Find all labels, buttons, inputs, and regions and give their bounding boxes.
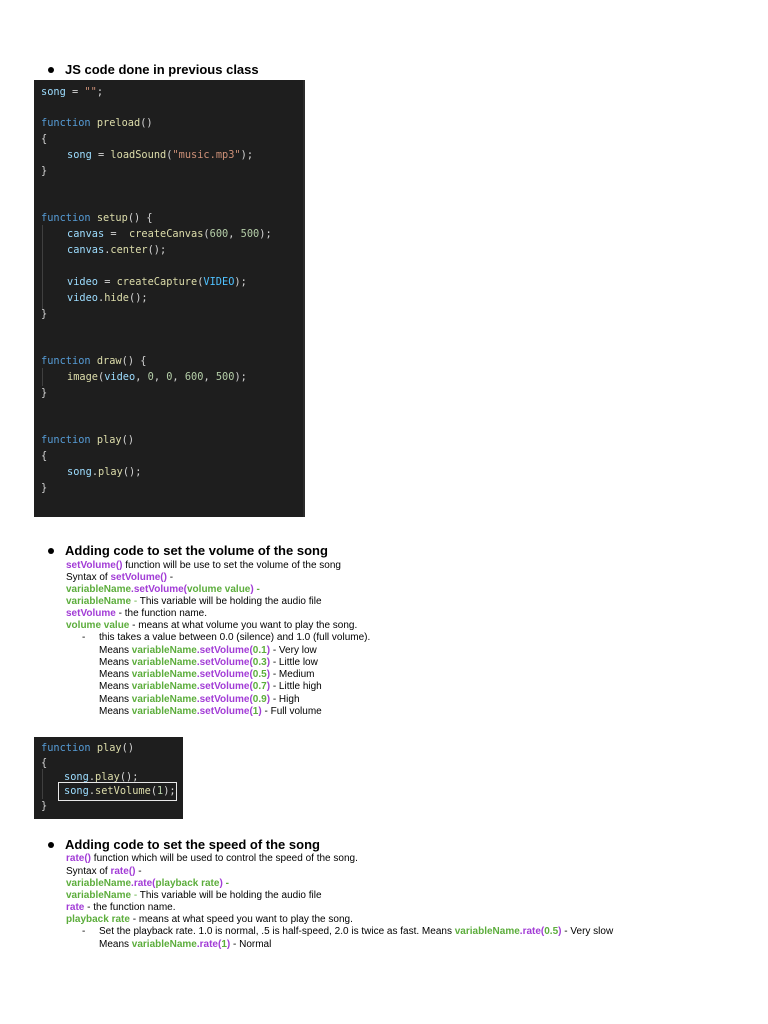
code-token: song — [64, 771, 89, 783]
text-span: variableName — [454, 926, 520, 937]
code-token: 600 — [209, 228, 229, 240]
text-line — [66, 866, 142, 879]
code-token: (); — [129, 292, 148, 304]
indent-guide — [42, 769, 43, 799]
text-line — [66, 584, 260, 597]
text-span: This variable will be holding the audio file — [139, 890, 322, 901]
code-token: , — [228, 228, 241, 240]
text-span: setVolume( — [199, 657, 253, 668]
text-span: . — [196, 669, 200, 680]
code-line — [41, 117, 153, 129]
code-token: { — [41, 450, 48, 462]
text-span: volume value — [187, 584, 251, 595]
code-token: VIDEO — [203, 276, 235, 288]
code-token: setup — [96, 212, 128, 224]
code-token: play — [95, 771, 120, 783]
code-line — [67, 276, 247, 288]
code-token: ( — [166, 149, 173, 161]
code-token: ); — [259, 228, 272, 240]
text-span: rate() — [66, 853, 92, 864]
text-span: rate( — [522, 926, 545, 937]
code-token: (); — [122, 466, 142, 478]
code-token: function — [41, 212, 91, 224]
list-item — [99, 681, 322, 694]
code-token: ); — [240, 149, 254, 161]
text-span: 0.1 — [252, 645, 267, 656]
code-line — [67, 244, 166, 256]
text-span: variableName — [66, 584, 132, 595]
code-token: 500 — [240, 228, 260, 240]
code-line — [67, 371, 247, 383]
code-token: ); — [234, 371, 247, 383]
code-line — [41, 434, 134, 446]
text-span: rate( — [199, 939, 222, 950]
text-span: . — [131, 878, 134, 889]
heading-text: Adding code to set the speed of the song — [65, 837, 320, 852]
code-token: } — [41, 800, 48, 812]
code-line — [41, 387, 47, 399]
code-token: play — [96, 742, 122, 754]
section-heading — [48, 837, 320, 852]
code-token: . — [91, 466, 99, 478]
text-span: Means — [99, 645, 132, 656]
code-token: setVolume — [95, 785, 151, 797]
code-token: song — [67, 466, 92, 478]
list-item — [99, 694, 300, 707]
text-line — [66, 596, 322, 609]
text-span: setVolume( — [199, 645, 253, 656]
text-span: - the function name. — [115, 608, 208, 619]
code-token: song — [64, 785, 89, 797]
text-span: variableName — [131, 694, 197, 705]
text-span: - Normal — [230, 939, 272, 950]
indent-guide — [42, 368, 43, 386]
text-span: Syntax of — [66, 572, 111, 583]
code-line — [67, 228, 272, 240]
code-token: { — [41, 757, 48, 769]
text-span: setVolume( — [199, 694, 253, 705]
text-span: ) — [266, 669, 271, 680]
code-token: 0 — [147, 371, 154, 383]
text-span: - High — [270, 694, 300, 705]
text-line — [99, 926, 613, 939]
text-span: Means — [99, 657, 132, 668]
code-token: . — [98, 292, 105, 304]
list-item — [99, 657, 318, 670]
text-span: - means at what volume you want to play the song. — [129, 620, 358, 631]
code-token: play — [96, 434, 122, 446]
text-line — [66, 878, 229, 891]
text-line — [66, 560, 341, 573]
text-line — [99, 939, 271, 952]
code-token: "" — [84, 86, 97, 98]
text-span: . — [196, 645, 200, 656]
code-token: (); — [147, 244, 167, 256]
code-token: 500 — [215, 371, 235, 383]
code-line — [41, 355, 146, 367]
section-heading — [48, 543, 328, 558]
list-dash: - — [82, 632, 86, 643]
list-item — [99, 706, 322, 719]
code-line — [41, 742, 134, 754]
text-span: variableName — [131, 669, 197, 680]
text-span: 0.9 — [252, 694, 267, 705]
code-line — [41, 800, 47, 812]
text-span: . — [196, 694, 200, 705]
code-token: = — [98, 276, 117, 288]
code-token: 600 — [184, 371, 204, 383]
text-span: rate() — [110, 866, 136, 877]
code-token: canvas — [67, 228, 105, 240]
text-span: rate — [66, 902, 85, 913]
text-span: . — [196, 657, 200, 668]
text-span: variableName — [66, 596, 132, 607]
code-token: play — [98, 466, 123, 478]
text-span: - means at what speed you want to play the song. — [129, 914, 353, 925]
text-span: Set the playback rate. 1.0 is normal, .5 is half-speed, 2.0 is twice as fast. Means — [99, 926, 455, 937]
text-span: Means — [99, 939, 132, 950]
text-span: variableName — [131, 939, 197, 950]
code-token: ; — [96, 86, 104, 98]
text-span: volume value — [66, 620, 130, 631]
text-span: - — [135, 866, 142, 877]
code-token: center — [110, 244, 148, 256]
code-token: , — [172, 371, 185, 383]
code-token: function — [41, 355, 91, 367]
text-line — [66, 620, 357, 633]
text-span: 0.5 — [544, 926, 559, 937]
code-block-set-volume — [34, 737, 183, 819]
code-token: ( — [98, 371, 105, 383]
code-token: } — [41, 387, 48, 399]
code-block-previous-class — [34, 80, 305, 517]
text-span: setVolume() — [110, 572, 167, 583]
code-token: } — [41, 308, 48, 320]
text-span: ) — [266, 681, 271, 692]
code-line — [41, 133, 47, 145]
text-span: 0.7 — [252, 681, 267, 692]
list-item — [99, 645, 317, 658]
bullet-icon — [48, 842, 54, 848]
section-heading — [48, 62, 259, 77]
text-span: variableName — [66, 890, 132, 901]
text-span: Syntax of — [66, 866, 111, 877]
text-line — [66, 608, 207, 621]
code-token: 0 — [166, 371, 173, 383]
code-token: () — [140, 117, 153, 129]
code-token: draw — [96, 355, 122, 367]
code-token: , — [135, 371, 148, 383]
code-line — [67, 149, 253, 161]
heading-text: JS code done in previous class — [65, 62, 259, 77]
code-token: = — [104, 228, 130, 240]
code-token: preload — [96, 117, 141, 129]
text-span: - Medium — [270, 669, 315, 680]
list-dash: - — [82, 926, 86, 937]
text-span: This variable will be holding the audio file — [139, 596, 322, 607]
text-span: playback rate — [66, 914, 130, 925]
code-token: , — [203, 371, 216, 383]
code-token: image — [67, 371, 98, 383]
text-span: setVolume — [66, 608, 116, 619]
code-line — [41, 212, 153, 224]
text-span: variableName — [131, 657, 197, 668]
code-line — [41, 308, 47, 320]
text-span: 1 — [221, 939, 227, 950]
code-token: ( — [150, 785, 158, 797]
code-token: video — [104, 371, 136, 383]
heading-text: Adding code to set the volume of the song — [65, 543, 328, 558]
text-span: - — [131, 596, 140, 607]
text-line — [66, 902, 176, 915]
text-span: Means — [99, 681, 132, 692]
code-token: = — [91, 149, 111, 161]
text-span: - the function name. — [84, 902, 176, 913]
text-span: . — [196, 681, 200, 692]
text-span: rate( — [133, 878, 156, 889]
text-span: function which will be used to control the speed of the song. — [91, 853, 358, 864]
code-token: ( — [197, 276, 204, 288]
text-span: - Very slow — [561, 926, 614, 937]
text-span: setVolume( — [199, 669, 253, 680]
text-span: . — [196, 706, 200, 717]
code-token: = — [65, 86, 85, 98]
text-span: - — [222, 878, 229, 889]
text-span: playback rate — [155, 878, 220, 889]
indent-guide — [42, 225, 43, 310]
code-token: . — [104, 244, 111, 256]
text-span: ) — [250, 584, 254, 595]
code-token: function — [41, 742, 91, 754]
code-token: () { — [121, 355, 147, 367]
text-span: setVolume( — [133, 584, 187, 595]
text-span: . — [519, 926, 523, 937]
text-line: this takes a value between 0.0 (silence) and 1.0 (full volume). — [99, 632, 371, 643]
text-span: ) — [258, 706, 262, 717]
text-span: 1 — [252, 706, 259, 717]
code-token: canvas — [67, 244, 105, 256]
text-span: - Very low — [270, 645, 317, 656]
text-span: 0.3 — [252, 657, 267, 668]
text-span: . — [196, 939, 200, 950]
code-token: video — [67, 292, 98, 304]
text-span: ) — [558, 926, 562, 937]
code-line — [67, 466, 141, 478]
text-line — [66, 890, 322, 903]
text-span: ) — [266, 694, 271, 705]
text-span: ) — [266, 657, 271, 668]
code-token: createCapture — [116, 276, 198, 288]
code-token: . — [88, 785, 96, 797]
text-line — [66, 914, 353, 927]
bullet-icon — [48, 548, 54, 554]
code-line — [41, 165, 47, 177]
text-span: variableName — [131, 706, 197, 717]
text-span: - — [131, 890, 140, 901]
code-token: } — [41, 482, 48, 494]
list-item — [99, 669, 315, 682]
text-span: 0.5 — [252, 669, 267, 680]
text-span: - — [253, 584, 260, 595]
text-span: - — [166, 572, 174, 583]
text-span: variableName — [66, 878, 132, 889]
code-token: song — [67, 149, 92, 161]
bullet-icon — [48, 67, 54, 73]
code-token: , — [153, 371, 167, 383]
text-line — [66, 572, 173, 585]
code-token: loadSound — [110, 149, 167, 161]
code-token: song — [41, 86, 66, 98]
text-span: ) — [219, 878, 223, 889]
text-span: Means — [99, 706, 132, 717]
code-token: ); — [163, 785, 176, 797]
text-span: - Full volume — [261, 706, 322, 717]
code-line — [41, 86, 103, 98]
code-token: ); — [234, 276, 247, 288]
text-span: ) — [226, 939, 231, 950]
code-token: () — [121, 742, 135, 754]
code-line — [41, 757, 47, 769]
text-span: - Little low — [270, 657, 318, 668]
code-token: 1 — [157, 785, 164, 797]
text-span: variableName — [131, 645, 197, 656]
code-token: . — [88, 771, 96, 783]
text-span: ) — [266, 645, 271, 656]
code-line — [41, 482, 47, 494]
code-token: { — [41, 133, 48, 145]
code-line — [64, 785, 176, 797]
code-token: ( — [203, 228, 210, 240]
text-span: . — [131, 584, 134, 595]
code-token: "music.mp3" — [172, 149, 241, 161]
code-token: function — [41, 117, 91, 129]
code-token: createCanvas — [129, 228, 204, 240]
text-span: Means — [99, 694, 132, 705]
code-token: (); — [119, 771, 139, 783]
text-span: setVolume() — [66, 560, 123, 571]
code-token: hide — [104, 292, 130, 304]
code-token: () { — [127, 212, 153, 224]
text-span: variableName — [131, 681, 197, 692]
code-token: function — [41, 434, 91, 446]
text-span: setVolume( — [199, 681, 253, 692]
text-line — [66, 853, 358, 866]
text-span: Means — [99, 669, 132, 680]
text-span: function will be use to set the volume of the song — [122, 560, 341, 571]
code-line — [67, 292, 148, 304]
text-span: - Little high — [270, 681, 322, 692]
text-span: setVolume( — [199, 706, 253, 717]
code-line — [41, 450, 47, 462]
code-token: } — [41, 165, 48, 177]
code-token: () — [121, 434, 135, 446]
code-token: video — [67, 276, 98, 288]
